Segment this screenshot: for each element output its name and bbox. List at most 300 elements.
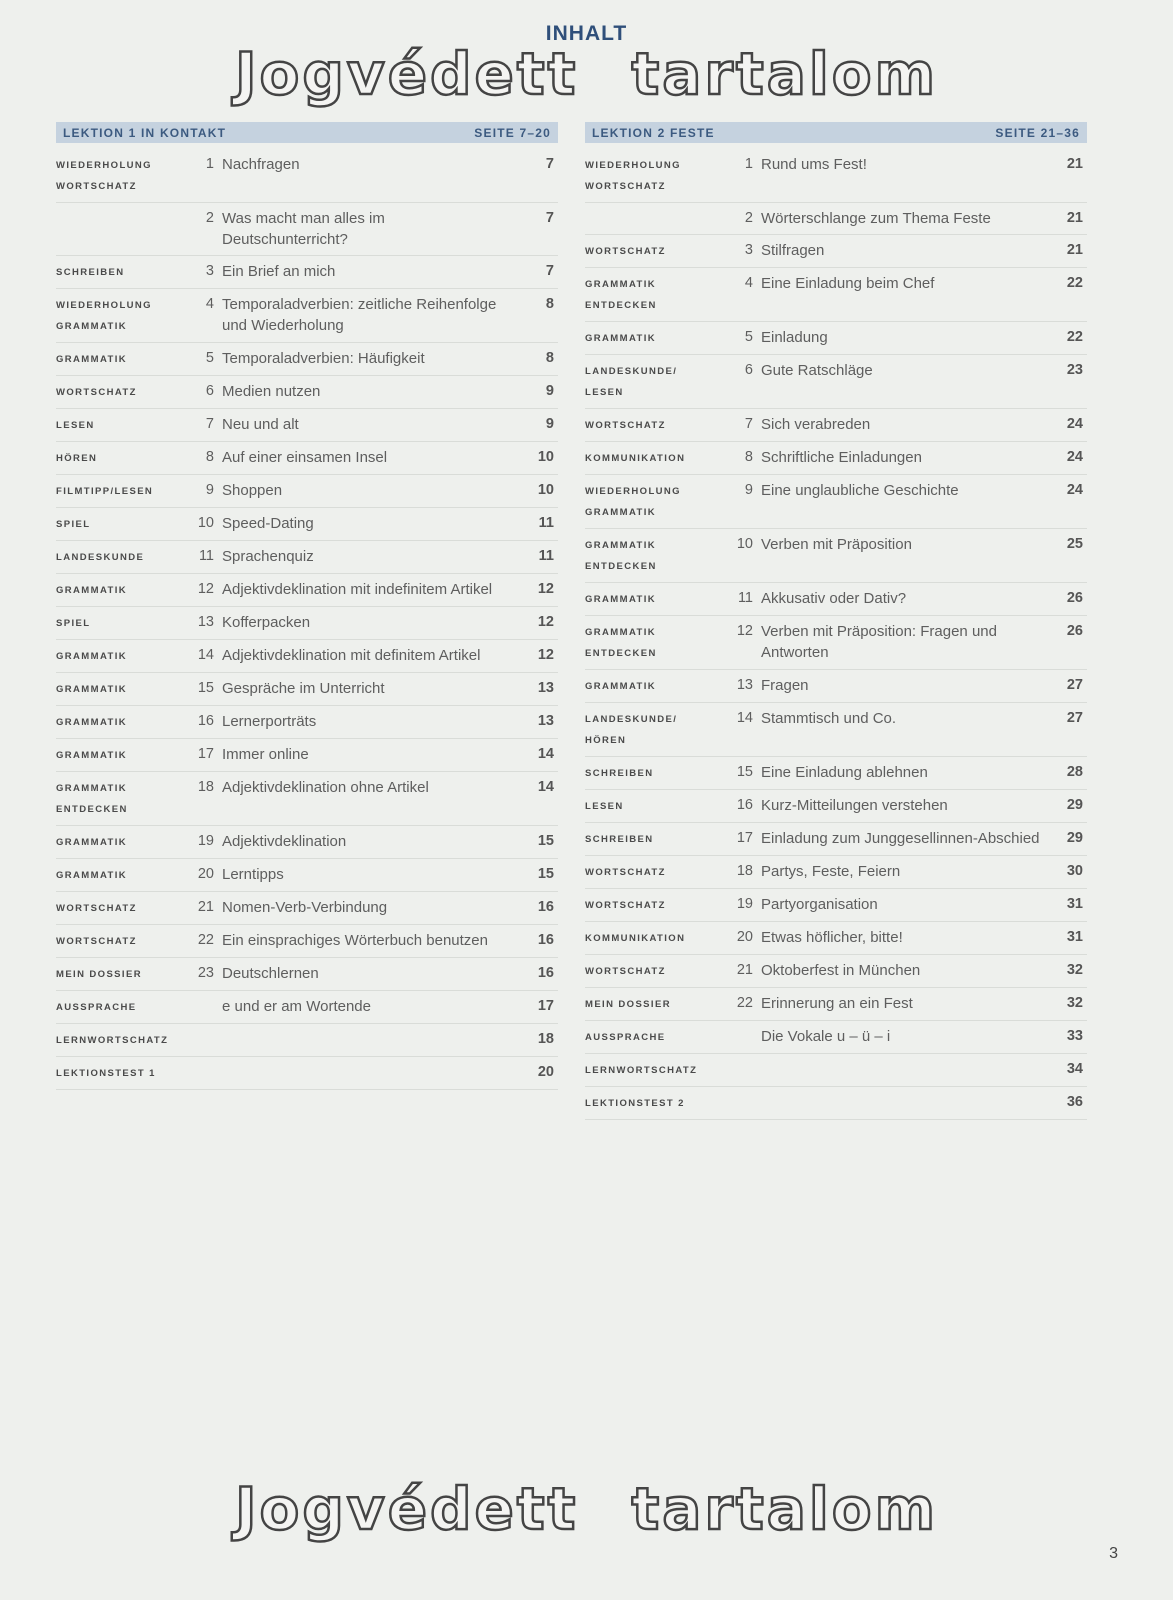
toc-row	[56, 442, 558, 475]
lesson-2-pages: SEITE 21–36	[995, 125, 1080, 140]
toc-row	[56, 925, 558, 958]
toc-page-number: 24	[1066, 482, 1083, 498]
toc-category-line: LERNWORTSCHATZ	[56, 1035, 169, 1046]
toc-row	[585, 988, 1087, 1021]
toc-row	[56, 289, 558, 343]
toc-exercise-number: 15	[736, 764, 753, 780]
toc-exercise-number: 18	[197, 779, 214, 795]
toc-row	[585, 856, 1087, 889]
toc-category	[56, 261, 186, 283]
toc-category	[56, 678, 186, 700]
toc-exercise-number: 1	[744, 156, 753, 172]
toc-row	[56, 1057, 558, 1090]
toc-exercise-title: Verben mit Präposition	[761, 536, 912, 553]
toc-category-line: WIEDERHOLUNG	[585, 486, 681, 497]
toc-category	[585, 960, 725, 982]
toc-exercise-number: 16	[197, 713, 214, 729]
toc-row	[56, 409, 558, 442]
page-title: INHALT	[545, 22, 628, 45]
toc-row	[56, 1024, 558, 1057]
toc-category	[585, 327, 725, 349]
toc-row	[585, 790, 1087, 823]
toc-category-line: WORTSCHATZ	[585, 867, 666, 878]
toc-exercise-number: 13	[736, 677, 753, 693]
toc-page-number: 20	[537, 1064, 554, 1080]
toc-category-line: FILMTIPP/LESEN	[56, 486, 154, 497]
toc-category	[56, 645, 186, 667]
toc-category	[56, 513, 186, 535]
toc-page-number: 8	[545, 350, 554, 366]
toc-page-number: 18	[537, 1031, 554, 1047]
toc-exercise-title: Einladung zum Junggesellinnen-Abschied	[761, 830, 1040, 847]
toc-category-line: GRAMMATIK	[56, 354, 127, 365]
toc-category-line: AUSSPRACHE	[585, 1032, 666, 1043]
toc-category	[585, 1092, 725, 1114]
toc-row	[585, 889, 1087, 922]
toc-exercise-title: Stilfragen	[761, 242, 825, 259]
toc-row	[56, 706, 558, 739]
toc-category	[585, 154, 725, 197]
toc-category	[56, 831, 186, 853]
toc-page-number: 23	[1066, 362, 1083, 378]
toc-row	[585, 409, 1087, 442]
toc-page-number: 12	[537, 581, 554, 597]
toc-category	[56, 154, 186, 197]
toc-page-number: 7	[545, 156, 554, 172]
toc-page-number: 17	[537, 998, 554, 1014]
toc-page-number: 31	[1066, 929, 1083, 945]
toc-exercise-title: Schriftliche Einladungen	[761, 449, 922, 466]
toc-category-line: WORTSCHATZ	[56, 936, 137, 947]
toc-exercise-title: Einladung	[761, 329, 828, 346]
toc-category	[585, 621, 725, 664]
toc-page-number: 21	[1066, 156, 1083, 172]
toc-category	[585, 447, 725, 469]
toc-exercise-number: 10	[197, 515, 214, 531]
toc-page-number: 9	[545, 383, 554, 399]
toc-category	[585, 861, 725, 883]
toc-category	[56, 348, 186, 370]
toc-exercise-number: 5	[744, 329, 753, 345]
toc-category-line: LESEN	[56, 420, 95, 431]
lesson-2-column	[585, 122, 1087, 1120]
toc-page-number: 21	[1066, 242, 1083, 258]
lesson-2-label: LEKTION 2 FESTE	[592, 125, 715, 140]
toc-row	[56, 256, 558, 289]
toc-exercise-number: 3	[744, 242, 753, 258]
toc-category-line: GRAMMATIK	[56, 651, 127, 662]
toc-page-number: 16	[537, 899, 554, 915]
toc-exercise-title: Partys, Feste, Feiern	[761, 863, 901, 880]
toc-category-line: LEKTIONSTEST 2	[585, 1098, 685, 1109]
toc-category	[585, 534, 725, 577]
toc-exercise-number: 10	[736, 536, 753, 552]
toc-page-number: 8	[545, 296, 554, 312]
lesson-2-header	[585, 122, 1087, 143]
toc-page-number: 27	[1066, 677, 1083, 693]
toc-category	[56, 744, 186, 766]
toc-category-line: KOMMUNIKATION	[585, 453, 686, 464]
toc-category-line: ENTDECKEN	[56, 804, 128, 815]
toc-page-number: 10	[537, 449, 554, 465]
toc-page-number: 13	[537, 713, 554, 729]
toc-exercise-number: 6	[205, 383, 214, 399]
toc-exercise-title: Etwas höflicher, bitte!	[761, 929, 903, 946]
toc-category-line: WORTSCHATZ	[585, 420, 666, 431]
toc-row	[56, 541, 558, 574]
toc-exercise-title: Eine Einladung ablehnen	[761, 764, 928, 781]
toc-exercise-number: 8	[744, 449, 753, 465]
toc-row	[56, 475, 558, 508]
toc-page-number: 30	[1066, 863, 1083, 879]
toc-category-line: ENTDECKEN	[585, 300, 657, 311]
toc-page-number: 7	[545, 210, 554, 226]
toc-exercise-title: Die Vokale u – ü – i	[761, 1028, 891, 1045]
toc-row	[585, 529, 1087, 583]
toc-exercise-number: 11	[737, 590, 753, 606]
toc-category	[56, 480, 186, 502]
toc-page-number: 24	[1066, 449, 1083, 465]
toc-row	[585, 757, 1087, 790]
toc-exercise-number: 4	[205, 296, 214, 312]
toc-row	[56, 203, 558, 256]
toc-exercise-number: 2	[205, 210, 214, 226]
toc-category-line: LANDESKUNDE/	[585, 714, 678, 725]
toc-exercise-number: 7	[744, 416, 753, 432]
toc-page-number: 14	[537, 746, 554, 762]
toc-exercise-title: Erinnerung an ein Fest	[761, 995, 913, 1012]
toc-row	[585, 616, 1087, 670]
toc-row	[585, 670, 1087, 703]
toc-page-number: 26	[1066, 590, 1083, 606]
toc-page-number: 7	[545, 263, 554, 279]
toc-exercise-number: 20	[197, 866, 214, 882]
toc-exercise-title: Speed-Dating	[222, 515, 314, 532]
toc-row	[585, 922, 1087, 955]
toc-exercise-number: 8	[205, 449, 214, 465]
lesson-1-rows	[56, 149, 558, 1090]
toc-category	[56, 897, 186, 919]
toc-exercise-number: 15	[197, 680, 214, 696]
toc-category	[585, 708, 725, 751]
toc-category-line: SCHREIBEN	[585, 834, 654, 845]
toc-row	[56, 376, 558, 409]
toc-exercise-title: Rund ums Fest!	[761, 156, 867, 173]
toc-exercise-number: 23	[197, 965, 214, 981]
toc-exercise-number: 19	[736, 896, 753, 912]
toc-category	[56, 996, 186, 1018]
toc-category-line: WIEDERHOLUNG	[585, 160, 681, 171]
toc-row	[56, 991, 558, 1024]
toc-category	[585, 795, 725, 817]
toc-category-line: WORTSCHATZ	[585, 966, 666, 977]
toc-exercise-number: 9	[744, 482, 753, 498]
toc-row	[56, 958, 558, 991]
toc-category	[56, 1062, 186, 1084]
toc-page-number: 15	[537, 833, 554, 849]
toc-category	[585, 894, 725, 916]
toc-category	[585, 240, 725, 262]
lesson-1-label: LEKTION 1 IN KONTAKT	[63, 125, 227, 140]
toc-exercise-number: 17	[736, 830, 753, 846]
toc-row	[585, 1087, 1087, 1120]
toc-exercise-title: Shoppen	[222, 482, 283, 499]
toc-category	[56, 930, 186, 952]
toc-category-line: WORTSCHATZ	[56, 903, 137, 914]
toc-category-line: SPIEL	[56, 519, 91, 530]
toc-row	[585, 475, 1087, 529]
toc-exercise-title: Eine unglaubliche Geschichte	[761, 482, 959, 499]
toc-page-number: 12	[537, 647, 554, 663]
toc-page-number: 11	[538, 515, 554, 531]
toc-category-line: HÖREN	[585, 735, 627, 746]
toc-exercise-number: 7	[205, 416, 214, 432]
toc-row	[56, 673, 558, 706]
toc-exercise-title: Temporaladverbien: zeitliche Reihenfolge und Wiederholung	[222, 296, 497, 334]
toc-category	[585, 1026, 725, 1048]
toc-row	[585, 442, 1087, 475]
toc-exercise-title: Partyorganisation	[761, 896, 878, 913]
toc-exercise-number: 16	[736, 797, 753, 813]
toc-category	[56, 208, 186, 209]
toc-exercise-number: 17	[197, 746, 214, 762]
toc-exercise-number: 22	[197, 932, 214, 948]
toc-category-line: GRAMMATIK	[585, 594, 656, 605]
toc-exercise-title: Kofferpacken	[222, 614, 311, 631]
toc-page-number: 36	[1066, 1094, 1083, 1110]
toc-category-line: GRAMMATIK	[56, 717, 127, 728]
toc-exercise-number: 22	[736, 995, 753, 1011]
toc-category-line: WIEDERHOLUNG	[56, 300, 152, 311]
toc-row	[585, 149, 1087, 203]
toc-category-line: GRAMMATIK	[585, 279, 656, 290]
toc-category-line: SPIEL	[56, 618, 91, 629]
toc-page-number: 29	[1066, 797, 1083, 813]
toc-exercise-title: Gespräche im Unterricht	[222, 680, 385, 697]
toc-exercise-title: Nomen-Verb-Verbindung	[222, 899, 388, 916]
toc-category	[585, 927, 725, 949]
toc-exercise-number: 2	[744, 210, 753, 226]
toc-category-line: AUSSPRACHE	[56, 1002, 137, 1013]
toc-category-line: LERNWORTSCHATZ	[585, 1065, 698, 1076]
toc-category-line: WORTSCHATZ	[585, 246, 666, 257]
toc-category	[585, 762, 725, 784]
toc-row	[585, 823, 1087, 856]
toc-row	[56, 607, 558, 640]
toc-category-line: SCHREIBEN	[56, 267, 125, 278]
toc-exercise-title: Kurz-Mitteilungen verstehen	[761, 797, 948, 814]
toc-category-line: GRAMMATIK	[56, 837, 127, 848]
toc-exercise-title: Temporaladverbien: Häufigkeit	[222, 350, 425, 367]
toc-exercise-number: 20	[736, 929, 753, 945]
toc-category	[56, 579, 186, 601]
toc-exercise-number: 12	[197, 581, 214, 597]
toc-exercise-title: Medien nutzen	[222, 383, 321, 400]
toc-exercise-title: Lernerporträts	[222, 713, 317, 730]
watermark-top: Jogvédett tartalom	[234, 40, 939, 108]
toc-exercise-number: 14	[736, 710, 753, 726]
toc-category	[56, 1029, 186, 1051]
toc-page-number: 32	[1066, 962, 1083, 978]
toc-page-number: 21	[1066, 210, 1083, 226]
toc-page-number: 12	[537, 614, 554, 630]
toc-page-number: 34	[1066, 1061, 1083, 1077]
toc-exercise-title: Deutschlernen	[222, 965, 319, 982]
toc-row	[56, 508, 558, 541]
toc-exercise-title: e und er am Wortende	[222, 998, 371, 1015]
toc-category-line: LANDESKUNDE	[56, 552, 145, 563]
toc-category	[585, 993, 725, 1015]
toc-category-line: GRAMMATIK	[585, 681, 656, 692]
watermark-bottom: Jogvédett tartalom	[234, 1475, 939, 1543]
toc-category	[585, 208, 725, 209]
toc-exercise-title: Eine Einladung beim Chef	[761, 275, 935, 292]
toc-page-number: 25	[1066, 536, 1083, 552]
toc-page-number: 33	[1066, 1028, 1083, 1044]
toc-category	[56, 414, 186, 436]
toc-page-number: 32	[1066, 995, 1083, 1011]
toc-page-number: 16	[537, 932, 554, 948]
page-number: 3	[1109, 1545, 1118, 1562]
toc-exercise-title: Adjektivdeklination mit indefinitem Artikel	[222, 581, 493, 598]
toc-category	[585, 360, 725, 403]
toc-category-line: GRAMMATIK	[56, 870, 127, 881]
toc-category	[56, 381, 186, 403]
toc-exercise-number: 9	[205, 482, 214, 498]
toc-row	[56, 826, 558, 859]
toc-exercise-number: 18	[736, 863, 753, 879]
toc-category	[56, 963, 186, 985]
toc-category	[585, 828, 725, 850]
toc-exercise-title: Verben mit Präposition: Fragen und Antworten	[761, 623, 997, 661]
toc-category-line: LEKTIONSTEST 1	[56, 1068, 156, 1079]
toc-row	[56, 739, 558, 772]
toc-category-line: GRAMMATIK	[585, 333, 656, 344]
toc-exercise-title: Stammtisch und Co.	[761, 710, 897, 727]
toc-row	[56, 640, 558, 673]
toc-category	[585, 273, 725, 316]
toc-page-number: 24	[1066, 416, 1083, 432]
toc-category-line: GRAMMATIK	[585, 627, 656, 638]
toc-category-line: WIEDERHOLUNG	[56, 160, 152, 171]
toc-exercise-title: Wörterschlange zum Thema Feste	[761, 210, 991, 227]
toc-category-line: ENTDECKEN	[585, 561, 657, 572]
toc-category	[56, 864, 186, 886]
toc-category-line: WORTSCHATZ	[585, 900, 666, 911]
toc-category-line: KOMMUNIKATION	[585, 933, 686, 944]
toc-category-line: WORTSCHATZ	[56, 387, 137, 398]
lesson-2-rows	[585, 149, 1087, 1120]
toc-category-line: GRAMMATIK	[56, 750, 127, 761]
toc-row	[585, 355, 1087, 409]
toc-exercise-number: 21	[197, 899, 214, 915]
toc-page-number: 15	[537, 866, 554, 882]
toc-category-line: SCHREIBEN	[585, 768, 654, 779]
toc-page-number: 28	[1066, 764, 1083, 780]
toc-category-line: GRAMMATIK	[585, 540, 656, 551]
toc-category	[56, 546, 186, 568]
toc-exercise-number: 14	[197, 647, 214, 663]
toc-row	[585, 1021, 1087, 1054]
toc-row	[56, 772, 558, 826]
toc-category	[585, 480, 725, 523]
toc-exercise-number: 21	[736, 962, 753, 978]
lesson-1-header	[56, 122, 558, 143]
toc-exercise-title: Fragen	[761, 677, 809, 694]
toc-row	[56, 149, 558, 203]
toc-category	[585, 588, 725, 610]
toc-category	[56, 294, 186, 337]
toc-category-line: GRAMMATIK	[585, 507, 656, 518]
toc-category-line: GRAMMATIK	[56, 585, 127, 596]
toc-row	[585, 1054, 1087, 1087]
toc-exercise-title: Nachfragen	[222, 156, 300, 173]
toc-category	[56, 612, 186, 634]
toc-exercise-title: Adjektivdeklination mit definitem Artikel	[222, 647, 481, 664]
toc-category-line: LESEN	[585, 801, 624, 812]
toc-page-number: 31	[1066, 896, 1083, 912]
toc-exercise-title: Sich verabreden	[761, 416, 871, 433]
toc-exercise-title: Immer online	[222, 746, 309, 763]
toc-category-line: MEIN DOSSIER	[56, 969, 142, 980]
toc-category-line: HÖREN	[56, 453, 98, 464]
toc-exercise-title: Neu und alt	[222, 416, 299, 433]
toc-page-number: 27	[1066, 710, 1083, 726]
toc-exercise-title: Ein Brief an mich	[222, 263, 336, 280]
toc-exercise-number: 12	[736, 623, 753, 639]
toc-page-number: 16	[537, 965, 554, 981]
toc-page-number: 13	[537, 680, 554, 696]
toc-page-number: 22	[1066, 329, 1083, 345]
toc-category	[585, 675, 725, 697]
toc-exercise-title: Auf einer einsamen Insel	[222, 449, 388, 466]
toc-row	[585, 203, 1087, 235]
toc-page-number: 22	[1066, 275, 1083, 291]
toc-page-number: 10	[537, 482, 554, 498]
toc-category-line: WORTSCHATZ	[56, 181, 137, 192]
lesson-1-pages: SEITE 7–20	[474, 125, 551, 140]
toc-exercise-title: Oktoberfest in München	[761, 962, 921, 979]
toc-exercise-number: 3	[205, 263, 214, 279]
toc-category	[585, 414, 725, 436]
toc-category-line: MEIN DOSSIER	[585, 999, 671, 1010]
toc-row	[56, 343, 558, 376]
toc-category-line: ENTDECKEN	[585, 648, 657, 659]
toc-row	[585, 583, 1087, 616]
toc-exercise-number: 4	[744, 275, 753, 291]
toc-exercise-number: 6	[744, 362, 753, 378]
toc-category	[56, 447, 186, 469]
toc-row	[585, 955, 1087, 988]
toc-row	[585, 703, 1087, 757]
toc-category	[56, 711, 186, 733]
toc-category-line: GRAMMATIK	[56, 684, 127, 695]
toc-exercise-title: Lerntipps	[222, 866, 284, 883]
toc-row	[585, 322, 1087, 355]
toc-exercise-number: 1	[205, 156, 214, 172]
toc-page-number: 29	[1066, 830, 1083, 846]
toc-page-number: 26	[1066, 623, 1083, 639]
toc-exercise-title: Was macht man alles im Deutschunterricht?	[222, 210, 385, 248]
toc-row	[56, 892, 558, 925]
toc-exercise-number: 11	[198, 548, 214, 564]
toc-row	[585, 235, 1087, 268]
toc-exercise-number: 13	[197, 614, 214, 630]
toc-exercise-title: Akkusativ oder Dativ?	[761, 590, 907, 607]
toc-row	[56, 574, 558, 607]
toc-exercise-title: Gute Ratschläge	[761, 362, 873, 379]
toc-exercise-number: 5	[205, 350, 214, 366]
